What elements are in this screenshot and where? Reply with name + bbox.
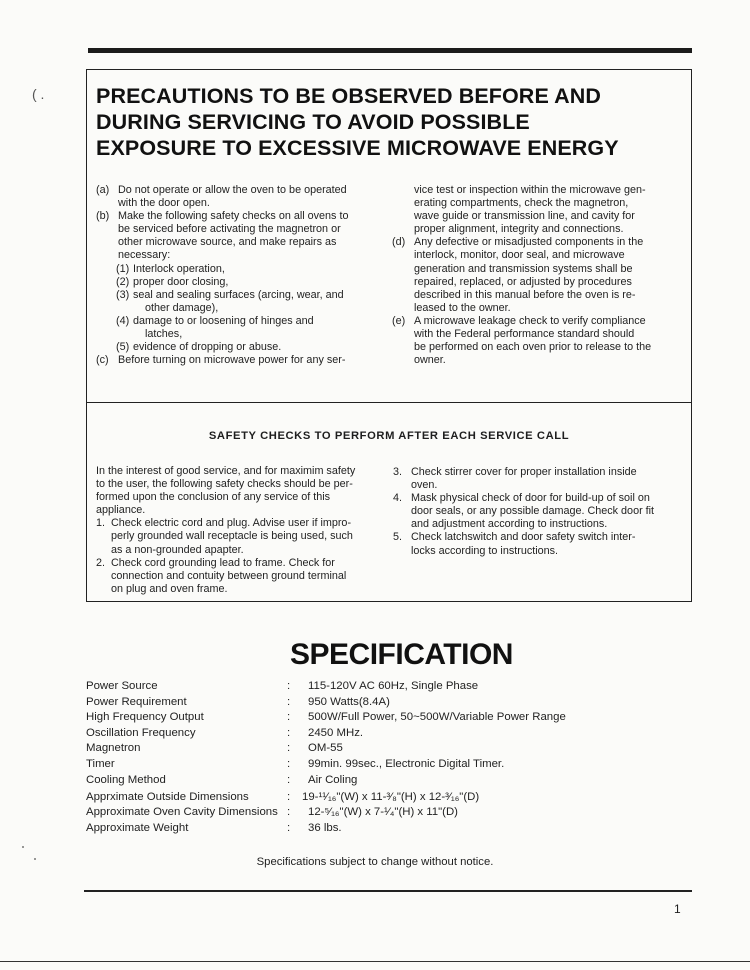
- safety-check-4: 4. Mask physical check of door for build-up of soil on door seals, or any possible damage. Check door fit and adjustment according to instructions.: [393, 492, 677, 531]
- spec-value: OM-55: [308, 742, 343, 754]
- check-item-2: (2) proper door closing,: [96, 276, 376, 289]
- spec-colon: :: [287, 711, 291, 723]
- spec-label: Approximate Weight: [86, 822, 189, 834]
- precaution-c: (c) Before turning on microwave power for any ser-: [96, 354, 376, 367]
- spec-row-oscillation-frequency: [86, 726, 686, 742]
- spec-label: Power Source: [86, 680, 158, 692]
- text-line: In the interest of good service, and for maximim safety: [96, 465, 356, 477]
- spec-colon: :: [287, 758, 291, 770]
- safety-checks-right-column: [393, 466, 677, 558]
- text-line: necessary:: [118, 249, 171, 262]
- spec-value: 99min. 99sec., Electronic Digital Timer.: [308, 758, 505, 770]
- spec-row-weight: [86, 821, 686, 837]
- title-line: DURING SERVICING TO AVOID POSSIBLE: [96, 110, 530, 134]
- specification-title: SPECIFICATION: [290, 638, 513, 671]
- spec-colon: :: [287, 695, 291, 708]
- text-line: Interlock operation,: [133, 262, 225, 275]
- text-line: other microwave source, and make repairs as: [118, 236, 337, 249]
- spec-colon: :: [287, 822, 291, 834]
- spec-row-outside-dimensions: [86, 790, 686, 806]
- spec-label: High Frequency Output: [86, 711, 204, 723]
- text-line: proper door closing,: [133, 275, 229, 288]
- bottom-rule: [84, 890, 692, 892]
- text-line: as a non-grounded apapter.: [111, 543, 244, 556]
- spec-row-timer: [86, 757, 686, 773]
- text-line: seal and sealing surfaces (arcing, wear, and: [133, 288, 344, 301]
- spec-label: Magnetron: [86, 742, 141, 754]
- spec-label: Oscillation Frequency: [86, 726, 196, 739]
- spec-row-power-source: [86, 679, 686, 695]
- text-line: interlock, monitor, door seal, and microwave: [414, 249, 625, 262]
- text-line: Check stirrer cover for proper installation inside: [411, 466, 637, 478]
- spec-label: Timer: [86, 758, 115, 770]
- text-line: with the Federal performance standard should: [414, 328, 635, 341]
- precaution-a: (a) Do not operate or allow the oven to be operated with the door open.: [96, 184, 376, 210]
- text-line: connection and contuity between ground terminal: [111, 569, 347, 582]
- text-line: Do not operate or allow the oven to be operated: [118, 184, 347, 196]
- top-rule: [88, 48, 692, 53]
- text-line: be performed on each oven prior to release to the: [414, 341, 652, 354]
- text-line: Any defective or misadjusted components in the: [414, 236, 644, 249]
- page-number: 1: [674, 902, 681, 916]
- spec-row-high-frequency-output: [86, 710, 686, 726]
- text-line: Check latchswitch and door safety switch inter-: [411, 531, 636, 544]
- spec-row-power-requirement: [86, 695, 686, 711]
- text-line: perly grounded wall receptacle is being used, such: [111, 530, 353, 543]
- safety-checks-title: SAFETY CHECKS TO PERFORM AFTER EACH SERVICE CALL: [208, 430, 570, 442]
- text-line: on plug and oven frame.: [111, 582, 228, 595]
- text-line: wave guide or transmission line, and cavity for: [414, 210, 635, 223]
- spec-label: Approximate Oven Cavity Dimensions: [86, 806, 278, 818]
- check-item-4: (4) damage to or loosening of hinges and latches,: [96, 315, 376, 341]
- spec-value: Air Coling: [308, 774, 358, 786]
- spec-footnote: Specifications subject to change without notice.: [256, 856, 494, 868]
- text-line: door seals, or any possible damage. Check door fit: [411, 505, 655, 518]
- specification-table: [86, 679, 686, 839]
- precautions-left-column: [96, 184, 376, 367]
- footer-rule: [0, 961, 750, 962]
- safety-check-2: 2. Check cord grounding lead to frame. Check for connection and contuity between ground terminal on plug and oven frame.: [96, 557, 380, 596]
- spec-label: Power Requirement: [86, 695, 187, 708]
- text-line: leased to the owner.: [414, 301, 511, 314]
- text-line: erating compartments, check the magnetron,: [414, 197, 629, 210]
- text-line: oven.: [411, 479, 438, 492]
- check-item-5: (5) evidence of dropping or abuse.: [96, 341, 376, 354]
- text-line: generation and transmission systems shall be: [414, 262, 633, 275]
- precaution-d: (d) Any defective or misadjusted components in the interlock, monitor, door seal, and microwave generation and transmission systems shall be repaired, replaced, or adjusted by procedures described in this manual before the oven is re- leased to the owner.: [392, 236, 674, 315]
- title-line: PRECAUTIONS TO BE OBSERVED BEFORE AND: [96, 84, 602, 108]
- text-line: Mask physical check of door for build-up of soil on: [411, 492, 650, 505]
- safety-checks-left-column: [96, 465, 380, 596]
- spec-value: 2450 MHz.: [308, 726, 364, 739]
- text-line: be serviced before activating the magnetron or: [118, 223, 341, 236]
- spec-row-magnetron: [86, 741, 686, 757]
- text-line: owner.: [414, 354, 446, 367]
- box-divider: [86, 402, 692, 403]
- scan-speck: [34, 858, 36, 860]
- text-line: Make the following safety checks on all ovens to: [118, 210, 349, 223]
- text-line: other damage),: [145, 301, 219, 314]
- text-line: latches,: [145, 328, 183, 341]
- spec-colon: :: [287, 726, 291, 739]
- text-line: locks according to instructions.: [411, 544, 559, 557]
- spec-value: 36 lbs.: [308, 822, 342, 834]
- safety-check-1: 1. Check electric cord and plug. Advise user if impro- perly grounded wall receptacle is being used, such as a non-grounded apapter.: [96, 517, 380, 556]
- text-line: repaired, replaced, or adjusted by procedures: [414, 275, 632, 288]
- spec-colon: :: [287, 791, 291, 803]
- safety-check-5: 5. Check latchswitch and door safety switch inter- locks according to instructions.: [393, 531, 677, 557]
- safety-check-3: 3. Check stirrer cover for proper installation inside oven.: [393, 466, 677, 492]
- spec-row-cooling-method: [86, 773, 686, 789]
- text-line: Before turning on microwave power for any ser-: [118, 354, 346, 367]
- text-line: A microwave leakage check to verify compliance: [414, 314, 646, 327]
- text-line: Check electric cord and plug. Advise user if impro-: [111, 517, 352, 530]
- title-line: EXPOSURE TO EXCESSIVE MICROWAVE ENERGY: [96, 136, 619, 160]
- precaution-b: (b) Make the following safety checks on all ovens to be serviced before activating the magnetron or other microwave source, and make repairs as necessary:: [96, 210, 376, 262]
- text-line: described in this manual before the oven is re-: [414, 288, 636, 301]
- text-line: and adjustment according to instructions.: [411, 518, 608, 531]
- text-line: formed upon the conclusion of any service of this: [96, 491, 331, 504]
- spec-label: Cooling Method: [86, 774, 166, 786]
- text-line: to the user, the following safety checks should be per-: [96, 478, 353, 491]
- text-line: vice test or inspection within the microwave gen-: [414, 184, 646, 196]
- spec-value: 950 Watts(8.4A): [308, 695, 390, 708]
- spec-row-cavity-dimensions: [86, 805, 686, 821]
- spec-label: Apprximate Outside Dimensions: [86, 791, 249, 803]
- spec-value: 115-120V AC 60Hz, Single Phase: [308, 680, 479, 692]
- spec-colon: :: [287, 742, 291, 754]
- safety-intro: [96, 465, 380, 517]
- text-line: Check cord grounding lead to frame. Check for: [111, 556, 335, 569]
- check-item-3: (3) seal and sealing surfaces (arcing, wear, and other damage),: [96, 289, 376, 315]
- text-line: damage to or loosening of hinges and: [133, 314, 314, 327]
- spec-colon: :: [287, 774, 291, 786]
- text-line: with the door open.: [118, 197, 210, 210]
- text-line: proper alignment, integrity and connections.: [414, 223, 624, 236]
- margin-mark: ( .: [32, 86, 45, 102]
- spec-colon: :: [287, 680, 291, 692]
- check-item-1: (1) Interlock operation,: [96, 263, 376, 276]
- text-line: appliance.: [96, 504, 146, 517]
- precautions-title: [96, 83, 686, 161]
- spec-colon: :: [287, 806, 291, 818]
- precautions-right-column: [392, 184, 674, 367]
- precaution-e: (e) A microwave leakage check to verify compliance with the Federal performance standard should be performed on each oven prior to release to the owner.: [392, 315, 674, 367]
- scan-speck: [22, 846, 24, 848]
- spec-value: 500W/Full Power, 50~500W/Variable Power Range: [308, 711, 566, 723]
- text-line: evidence of dropping or abuse.: [133, 341, 282, 354]
- spec-value: 12-⁵⁄₁₆"(W) x 7-¹⁄₄"(H) x 11"(D): [308, 806, 458, 818]
- spec-value: 19-¹¹⁄₁₆"(W) x 11-³⁄₈"(H) x 12-³⁄₁₆"(D): [302, 791, 480, 803]
